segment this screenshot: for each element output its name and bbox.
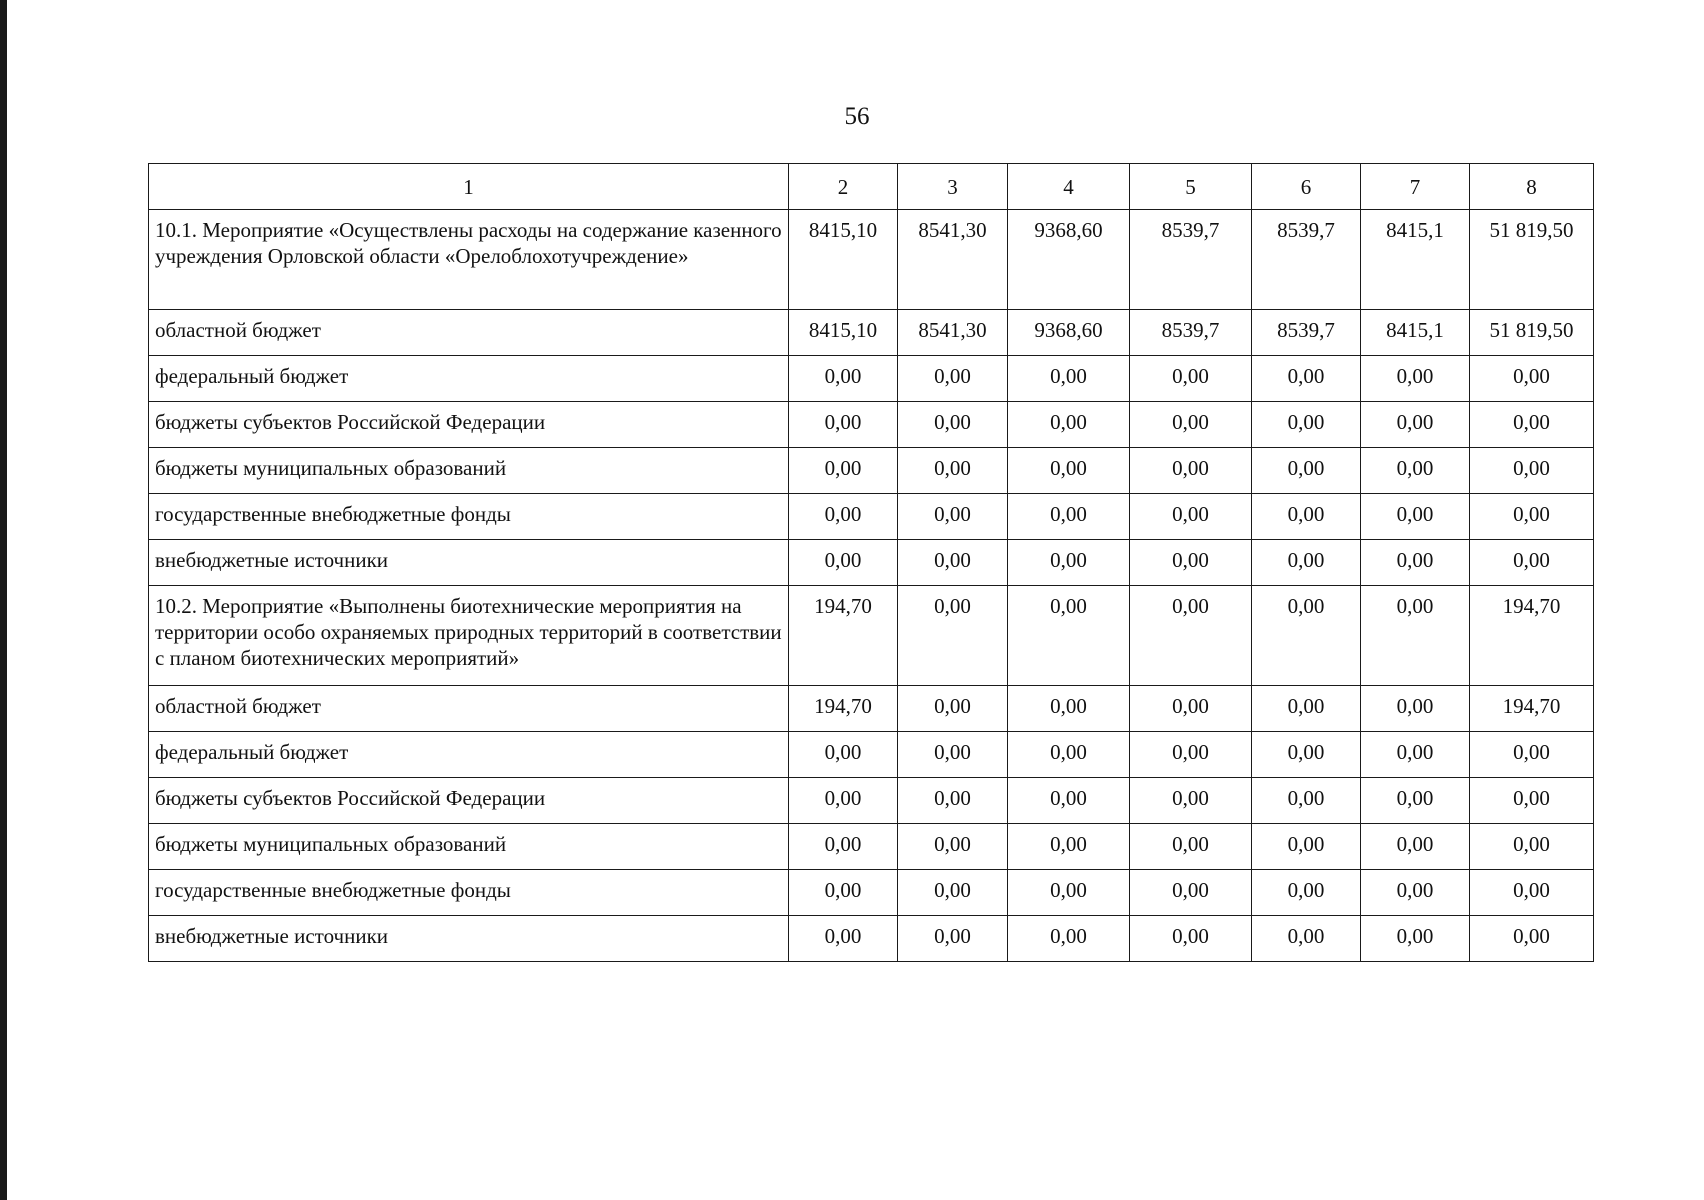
table-cell: 9368,60 (1008, 210, 1130, 310)
table-cell: 194,70 (1470, 586, 1594, 686)
table-row (149, 310, 1594, 356)
table-cell: 0,00 (898, 686, 1008, 732)
table-cell: 194,70 (789, 686, 898, 732)
table-cell: 0,00 (1361, 916, 1470, 962)
table-cell: 0,00 (1130, 824, 1252, 870)
table-cell: 0,00 (898, 870, 1008, 916)
table-cell: 0,00 (1008, 356, 1130, 402)
table-cell: 0,00 (1130, 870, 1252, 916)
table-cell: 0,00 (789, 732, 898, 778)
table-cell: 0,00 (1361, 686, 1470, 732)
table-cell: 8539,7 (1252, 210, 1361, 310)
table-cell: 0,00 (898, 448, 1008, 494)
table-row (149, 732, 1594, 778)
table-cell: 0,00 (1361, 540, 1470, 586)
table-cell: 8541,30 (898, 310, 1008, 356)
table-cell: 0,00 (1470, 540, 1594, 586)
table-cell: 0,00 (1470, 916, 1594, 962)
table-cell: 0,00 (1008, 870, 1130, 916)
page-number: 56 (844, 103, 870, 130)
table-cell: 0,00 (1361, 402, 1470, 448)
column-header: 7 (1361, 164, 1470, 210)
table-cell: 0,00 (789, 356, 898, 402)
table-row (149, 402, 1594, 448)
table-row (149, 824, 1594, 870)
table-row (149, 916, 1594, 962)
table-cell: 0,00 (1252, 686, 1361, 732)
table-cell: 0,00 (1252, 356, 1361, 402)
table-cell: 0,00 (898, 356, 1008, 402)
column-header: 6 (1252, 164, 1361, 210)
table-row (149, 870, 1594, 916)
table-cell: 0,00 (1130, 778, 1252, 824)
table-cell: 0,00 (1008, 586, 1130, 686)
table-cell: 0,00 (1008, 686, 1130, 732)
table-cell: 0,00 (1252, 448, 1361, 494)
table-cell: 0,00 (1470, 402, 1594, 448)
table-cell: 0,00 (1470, 870, 1594, 916)
table-cell: 0,00 (1130, 356, 1252, 402)
table-cell: 0,00 (1252, 916, 1361, 962)
row-label: внебюджетные источники (149, 540, 789, 586)
table-cell: 9368,60 (1008, 310, 1130, 356)
table-cell: 0,00 (789, 540, 898, 586)
table-cell: 0,00 (1361, 586, 1470, 686)
table-cell: 0,00 (1361, 494, 1470, 540)
table-cell: 8415,10 (789, 310, 898, 356)
table-cell: 0,00 (1008, 448, 1130, 494)
column-header: 5 (1130, 164, 1252, 210)
table-cell: 0,00 (1252, 540, 1361, 586)
table-cell: 0,00 (1361, 824, 1470, 870)
table-cell: 0,00 (1130, 494, 1252, 540)
table-cell: 8539,7 (1130, 210, 1252, 310)
table-row (149, 210, 1594, 310)
table-cell: 0,00 (898, 778, 1008, 824)
row-label: бюджеты муниципальных образований (149, 824, 789, 870)
row-label: государственные внебюджетные фонды (149, 494, 789, 540)
table-cell: 0,00 (1130, 732, 1252, 778)
table-row (149, 586, 1594, 686)
column-header: 2 (789, 164, 898, 210)
table-row (149, 448, 1594, 494)
table-cell: 194,70 (789, 586, 898, 686)
table-cell: 0,00 (1008, 402, 1130, 448)
budget-table (148, 163, 1594, 962)
table-cell: 0,00 (789, 916, 898, 962)
column-header: 8 (1470, 164, 1594, 210)
table-cell: 0,00 (789, 778, 898, 824)
table-cell: 0,00 (1361, 870, 1470, 916)
column-header: 4 (1008, 164, 1130, 210)
table-cell: 0,00 (898, 916, 1008, 962)
row-label: государственные внебюджетные фонды (149, 870, 789, 916)
table-cell: 0,00 (1470, 356, 1594, 402)
row-label: внебюджетные источники (149, 916, 789, 962)
table-cell: 194,70 (1470, 686, 1594, 732)
table-cell: 0,00 (1008, 540, 1130, 586)
table-row (149, 494, 1594, 540)
table-cell: 0,00 (1252, 402, 1361, 448)
table-cell: 0,00 (789, 402, 898, 448)
scan-edge (0, 0, 7, 1200)
table-cell: 0,00 (898, 540, 1008, 586)
row-label: 10.2. Мероприятие «Выполнены биотехнические мероприятия на территории особо охраняемых природных территорий в соответствии с планом биотехнических мероприятий» (149, 586, 789, 686)
table-row (149, 778, 1594, 824)
table-cell: 0,00 (1361, 448, 1470, 494)
table-cell: 0,00 (1008, 494, 1130, 540)
table-cell: 0,00 (1130, 402, 1252, 448)
row-label: федеральный бюджет (149, 356, 789, 402)
table-cell: 0,00 (1252, 586, 1361, 686)
table-cell: 8539,7 (1252, 310, 1361, 356)
table-cell: 0,00 (1130, 586, 1252, 686)
table-cell: 0,00 (1252, 778, 1361, 824)
table-cell: 0,00 (1008, 916, 1130, 962)
column-header: 1 (149, 164, 789, 210)
table-cell: 0,00 (1470, 824, 1594, 870)
table-cell: 0,00 (1470, 494, 1594, 540)
table-cell: 0,00 (1130, 686, 1252, 732)
row-label: бюджеты субъектов Российской Федерации (149, 778, 789, 824)
table-cell: 0,00 (789, 448, 898, 494)
row-label: федеральный бюджет (149, 732, 789, 778)
table-cell: 0,00 (898, 732, 1008, 778)
table-cell: 0,00 (1008, 778, 1130, 824)
table-cell: 0,00 (1361, 778, 1470, 824)
row-label: бюджеты субъектов Российской Федерации (149, 402, 789, 448)
table-cell: 0,00 (898, 402, 1008, 448)
table-cell: 51 819,50 (1470, 210, 1594, 310)
row-label: областной бюджет (149, 686, 789, 732)
table-cell: 51 819,50 (1470, 310, 1594, 356)
table-cell: 0,00 (1470, 448, 1594, 494)
table-cell: 0,00 (1130, 448, 1252, 494)
table-cell: 0,00 (1470, 778, 1594, 824)
table-cell: 8415,10 (789, 210, 898, 310)
header-row (149, 164, 1594, 210)
row-label: бюджеты муниципальных образований (149, 448, 789, 494)
table-row (149, 686, 1594, 732)
table-cell: 0,00 (1470, 732, 1594, 778)
table-cell: 0,00 (1130, 916, 1252, 962)
table-cell: 0,00 (1252, 732, 1361, 778)
table-cell: 0,00 (898, 824, 1008, 870)
table-cell: 0,00 (1361, 732, 1470, 778)
table-cell: 0,00 (898, 494, 1008, 540)
row-label: 10.1. Мероприятие «Осуществлены расходы на содержание казенного учреждения Орловской области «Орелоблохотучреждение» (149, 210, 789, 310)
table-cell: 0,00 (898, 586, 1008, 686)
table-cell: 0,00 (1008, 732, 1130, 778)
table-cell: 0,00 (1130, 540, 1252, 586)
table-row (149, 540, 1594, 586)
table-cell: 8541,30 (898, 210, 1008, 310)
table-cell: 8415,1 (1361, 210, 1470, 310)
table-cell: 8415,1 (1361, 310, 1470, 356)
table-cell: 0,00 (1252, 824, 1361, 870)
table-cell: 0,00 (1008, 824, 1130, 870)
column-header: 3 (898, 164, 1008, 210)
table-row (149, 356, 1594, 402)
table-cell: 8539,7 (1130, 310, 1252, 356)
table-cell: 0,00 (789, 870, 898, 916)
table-cell: 0,00 (1252, 870, 1361, 916)
table-cell: 0,00 (789, 494, 898, 540)
table-cell: 0,00 (1361, 356, 1470, 402)
table-cell: 0,00 (789, 824, 898, 870)
row-label: областной бюджет (149, 310, 789, 356)
table-cell: 0,00 (1252, 494, 1361, 540)
